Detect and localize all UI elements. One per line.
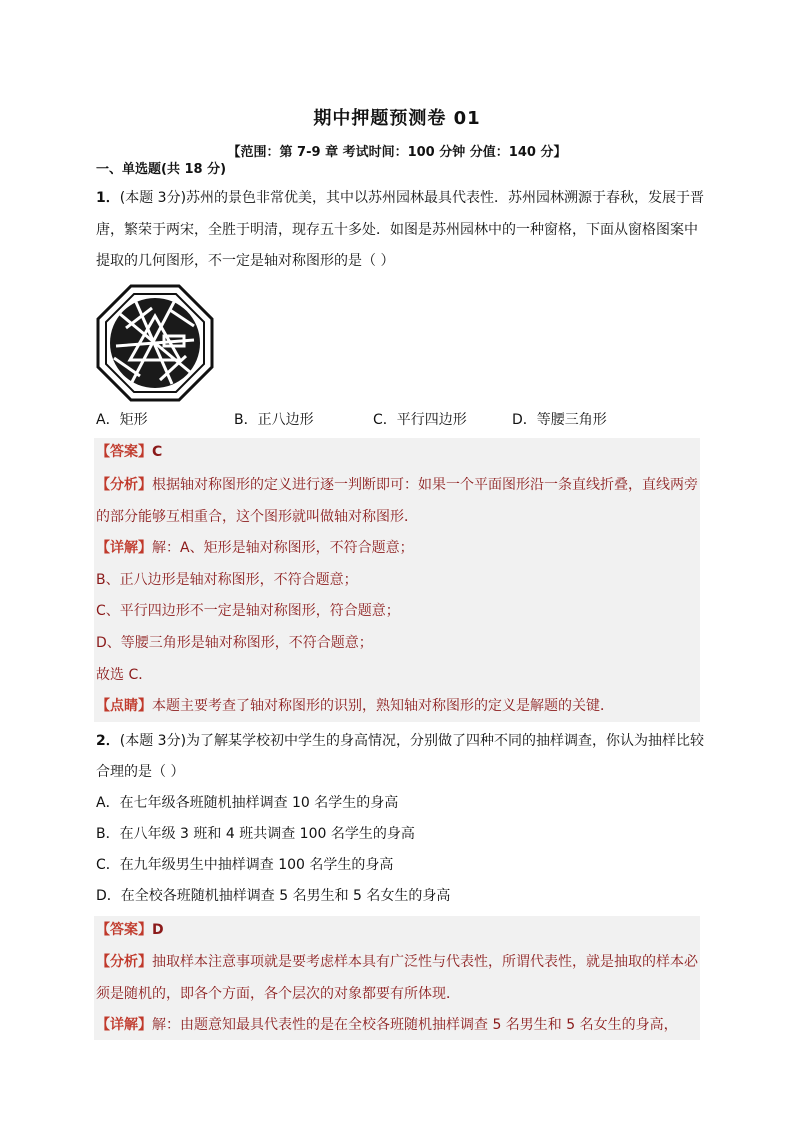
- q2-answer-value: D: [152, 922, 164, 938]
- q1-line-2: 唐，繁荣于两宋，全胜于明清，现存五十多处．如图是苏州园林中的一种窗格，下面从窗格图案中: [96, 222, 698, 238]
- q2-line-1: [96, 731, 705, 751]
- q1-line-3: 提取的几何图形，不一定是轴对称图形的是（ ）: [96, 253, 395, 269]
- window-lattice-figure: [96, 284, 214, 402]
- q1-line-1: [96, 188, 705, 208]
- q2-detail: [96, 1015, 700, 1035]
- q1-options: [96, 410, 700, 430]
- q1-analysis-1: 根据轴对称图形的定义进行逐一判断即可：如果一个平面图形沿一条直线折叠，直线两旁: [152, 477, 698, 493]
- q2-answer: [96, 920, 700, 940]
- q1-option-d[interactable]: D．等腰三角形: [512, 412, 607, 428]
- q2-line-2: 合理的是（ ）: [96, 764, 185, 780]
- q1-option-b[interactable]: B．正八边形: [234, 412, 314, 428]
- q1-detail-1: 解：A、矩形是轴对称图形，不符合题意；: [152, 540, 414, 556]
- detail-tag: 【详解】: [96, 1017, 152, 1033]
- analysis-tag: 【分析】: [96, 477, 152, 493]
- q1-detail-line-3: C、平行四边形不一定是轴对称图形，符合题意；: [96, 603, 400, 619]
- q1-detail-line-2: B、正八边形是轴对称图形，不符合题意；: [96, 572, 358, 588]
- detail-tag: 【详解】: [96, 540, 152, 556]
- q1-option-a[interactable]: A．矩形: [96, 412, 148, 428]
- comment-tag: 【点睛】: [96, 698, 152, 714]
- q2-option-b[interactable]: B．在八年级 3 班和 4 班共调查 100 名学生的身高: [96, 826, 415, 842]
- q1-answer: [96, 442, 700, 462]
- q1-number: 1．: [96, 190, 120, 206]
- q2-text-1: (本题 3分)为了解某学校初中学生的身高情况，分别做了四种不同的抽样调查，你认为抽样比较: [119, 733, 705, 749]
- page-subtitle: 【范围：第 7-9 章 考试时间：100 分钟 分值：140 分】: [227, 145, 567, 160]
- q2-analysis-1: 抽取样本注意事项就是要考虑样本具有广泛性与代表性，所谓代表性，就是抽取的样本必: [152, 954, 698, 970]
- q2-number: 2．: [96, 733, 120, 749]
- answer-tag: 【答案】: [96, 444, 152, 460]
- q2-option-c[interactable]: C．在九年级男生中抽样调查 100 名学生的身高: [96, 857, 394, 873]
- q1-answer-value: C: [152, 444, 163, 460]
- q2-analysis-line-2: 须是随机的，即各个方面，各个层次的对象都要有所体现．: [96, 986, 460, 1002]
- q1-detail-line-4: D、等腰三角形是轴对称图形，不符合题意；: [96, 635, 373, 651]
- analysis-tag: 【分析】: [96, 954, 152, 970]
- q2-option-d[interactable]: D．在全校各班随机抽样调查 5 名男生和 5 名女生的身高: [96, 888, 451, 904]
- q2-detail-1: 解：由题意知最具代表性的是在全校各班随机抽样调查 5 名男生和 5 名女生的身高，: [152, 1017, 678, 1033]
- answer-tag: 【答案】: [96, 922, 152, 938]
- q2-option-a[interactable]: A．在七年级各班随机抽样调查 10 名学生的身高: [96, 795, 399, 811]
- q1-detail: [96, 538, 700, 558]
- q1-comment-text: 本题主要考查了轴对称图形的识别，熟知轴对称图形的定义是解题的关键．: [152, 698, 614, 714]
- q1-text-1: (本题 3分)苏州的景色非常优美，其中以苏州园林最具代表性．苏州园林溯源于春秋，发展于晋: [119, 190, 705, 206]
- page-title: 期中押题预测卷 01: [313, 108, 481, 129]
- q2-analysis: [96, 952, 700, 972]
- q1-option-c[interactable]: C．平行四边形: [373, 412, 467, 428]
- q1-detail-line-5: 故选 C．: [96, 667, 153, 683]
- q1-analysis-line-2: 的部分能够互相重合，这个图形就叫做轴对称图形．: [96, 509, 418, 525]
- section-heading: 一、单选题(共 18 分): [96, 162, 227, 177]
- q1-analysis: [96, 475, 700, 495]
- q1-comment: [96, 696, 700, 716]
